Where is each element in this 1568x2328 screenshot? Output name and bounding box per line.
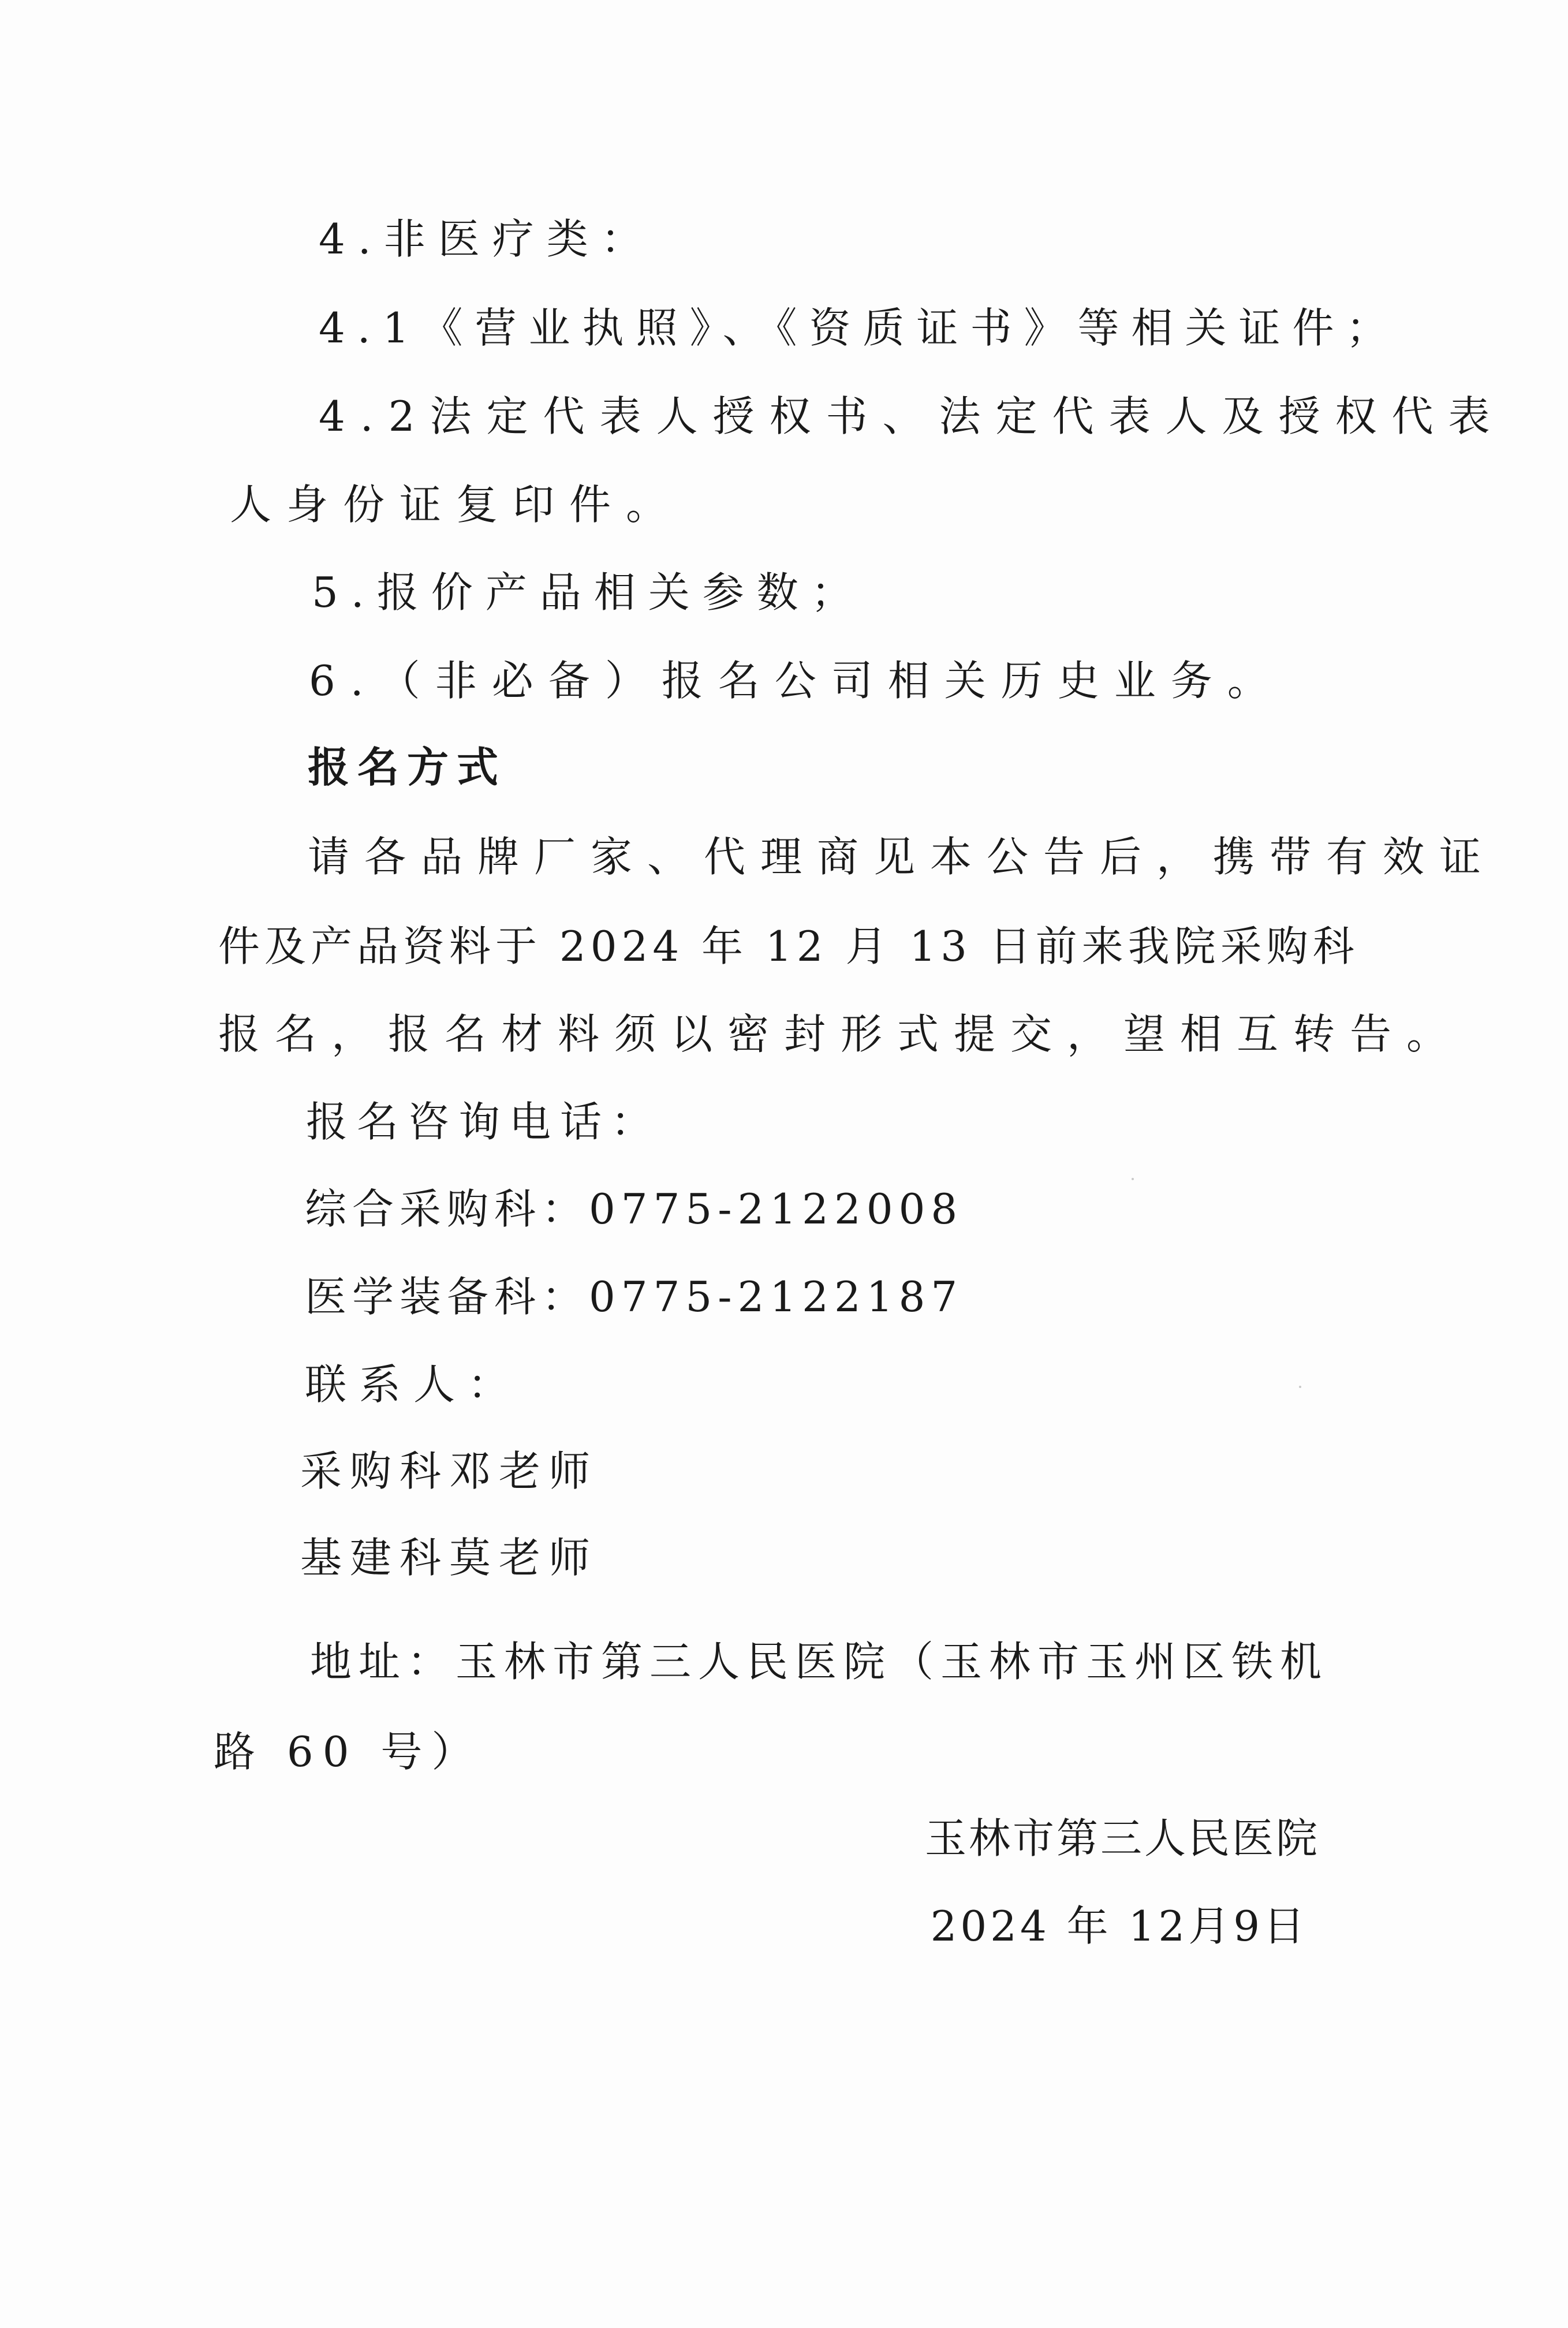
address-line2: 路 60 号）	[214, 1728, 483, 1776]
item-4-2-line1: 4.2法定代表人授权书、法定代表人及授权代表	[319, 392, 1505, 441]
item-4-1: 4.1《营业执照》、《资质证书》等相关证件；	[319, 304, 1400, 352]
registration-heading: 报名方式	[308, 743, 507, 792]
item-4-2-line2: 人身份证复印件。	[230, 480, 683, 529]
item-4-heading: 4.非医疗类：	[319, 215, 655, 263]
scan-speck	[1299, 1386, 1301, 1388]
address-line1: 地址：玉林市第三人民医院（玉林市玉州区铁机	[310, 1637, 1329, 1686]
item-6: 6.（非必备）报名公司相关历史业务。	[309, 656, 1284, 705]
equipment-phone: 医学装备科：0775-2122187	[305, 1273, 964, 1321]
contact-label: 联系人：	[305, 1360, 522, 1409]
registration-paragraph-line1: 请各品牌厂家、代理商见本公告后，携带有效证	[308, 833, 1496, 881]
registration-paragraph-line2: 件及产品资料于 2024 年 12 月 13 日前来我院采购科	[218, 922, 1359, 971]
signature-organization: 玉林市第三人民医院	[924, 1814, 1320, 1863]
consult-phone-label: 报名咨询电话：	[306, 1098, 662, 1146]
item-5: 5.报价产品相关参数；	[312, 568, 865, 617]
scan-speck	[1132, 1178, 1134, 1180]
contact-person-construction: 基建科莫老师	[300, 1534, 599, 1582]
contact-person-purchasing: 采购科邓老师	[300, 1447, 599, 1495]
signature-date: 2024 年 12月9日	[930, 1902, 1308, 1950]
registration-paragraph-line3: 报名，报名材料须以密封形式提交，望相互转告。	[218, 1010, 1464, 1058]
purchasing-phone: 综合采购科：0775-2122008	[305, 1185, 964, 1233]
